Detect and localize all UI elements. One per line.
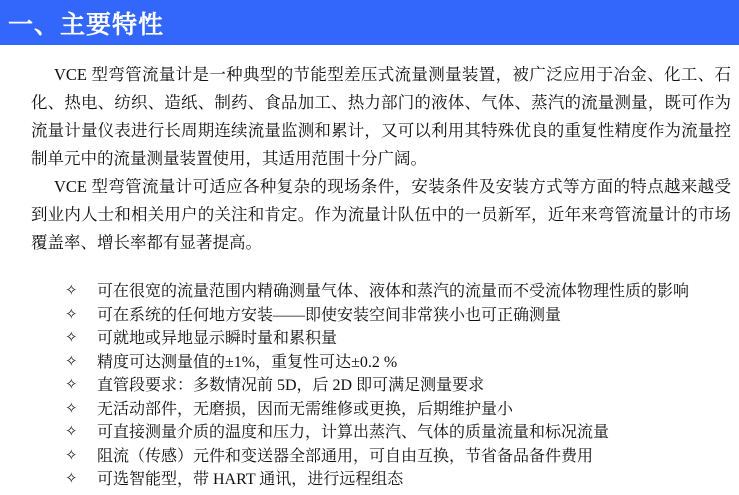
feature-text: 可在系统的任何地方安装——即使安装空间非常狭小也可正确测量 (97, 306, 562, 324)
feature-text: 可就地或异地显示瞬时量和累积量 (97, 330, 338, 347)
feature-text: 阻流（传感）元件和变送器全部通用，可自由互换，节省备品备件费用 (97, 447, 594, 465)
feature-text: 可在很宽的流量范围内精确测量气体、液体和蒸汽的流量而不受流体物理性质的影响 (97, 283, 690, 300)
star-bullet-icon: ✧ (65, 400, 78, 417)
feature-text: 可选智能型，带 HART 通讯，进行远程组态 (97, 471, 404, 488)
list-item (65, 421, 731, 445)
document-body (0, 61, 739, 492)
feature-text: 无活动部件，无磨损，因而无需维修或更换，后期维护量小 (97, 400, 514, 418)
section-header-bar (0, 0, 739, 45)
list-item (65, 351, 731, 375)
feature-list (31, 280, 731, 492)
star-bullet-icon: ✧ (65, 424, 78, 440)
star-bullet-icon: ✧ (65, 306, 78, 323)
feature-text: 精度可达测量值的±1%，重复性可达±0.2 % (97, 353, 398, 371)
star-bullet-icon: ✧ (65, 330, 78, 346)
list-item (65, 374, 731, 398)
list-item (65, 304, 731, 328)
list-item (65, 280, 731, 304)
list-item (65, 445, 731, 469)
star-bullet-icon: ✧ (65, 447, 78, 464)
feature-text: 直管段要求：多数情况前 5D，后 2D 即可满足测量要求 (97, 377, 485, 394)
feature-text: 可直接测量介质的温度和压力，计算出蒸汽、气体的质量流量和标况流量 (97, 424, 610, 441)
list-item (65, 398, 731, 422)
intro-paragraph-2: VCE 型弯管流量计可适应各种复杂的现场条件，安装条件及安装方式等方面的特点越来越受到业内人士和相关用户的关注和肯定。作为流量计队伍中的一员新军，近年来弯管流量计的市场覆盖率、增长率都有显著提高。 (31, 177, 731, 252)
section-title: 一、主要特性 (8, 10, 165, 39)
list-item (65, 327, 731, 351)
intro-paragraph-1: VCE 型弯管流量计是一种典型的节能型差压式流量测量装置，被广泛应用于冶金、化工、石化、热电、纺织、造纸、制药、食品加工、热力部门的液体、气体、蒸汽的流量测量，既可作为流量计量仪表进行长周期连续流量监测和累计，又可以利用其特殊优良的重复性精度作为流量控制单元中的流量测量装置使用，其适用范围十分广阔。 (31, 65, 731, 168)
list-item (65, 468, 731, 492)
star-bullet-icon: ✧ (65, 353, 78, 370)
star-bullet-icon: ✧ (65, 471, 78, 487)
star-bullet-icon: ✧ (65, 283, 78, 299)
star-bullet-icon: ✧ (65, 377, 78, 393)
